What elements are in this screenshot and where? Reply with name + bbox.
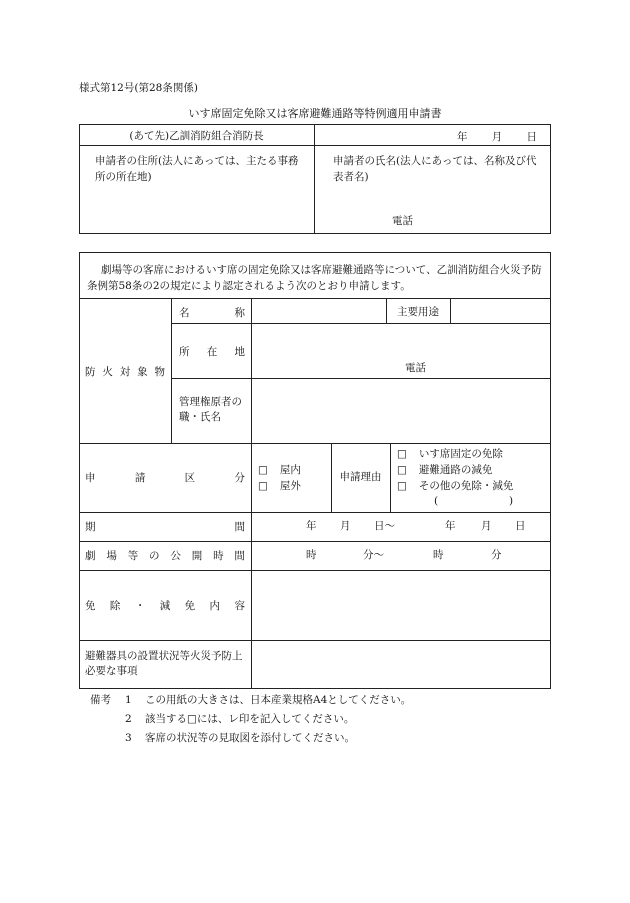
manager-field[interactable] [252, 379, 550, 442]
checkbox-icon[interactable]: □ [397, 464, 407, 476]
form-number: 様式第12号(第28条関係) [79, 82, 198, 94]
date-day: 日 [526, 131, 537, 143]
manager-label: 管理権原者の職・氏名 [179, 396, 242, 423]
addressee: (あて先)乙訓消防組合消防長 [129, 130, 264, 142]
location-label: 所 在 地 [179, 346, 245, 358]
fire-target-label: 防 火 対 象 物 [85, 366, 165, 378]
indoor-option[interactable]: □ 屋内 [258, 464, 301, 476]
target-phone-label: 電話 [405, 362, 426, 374]
date-year: 年 [457, 131, 468, 143]
other-reason-open-paren: ( [434, 495, 439, 507]
period-label: 期 間 [85, 521, 245, 533]
main-use-field[interactable] [451, 299, 550, 322]
checkbox-icon[interactable]: □ [258, 464, 268, 476]
remark-number: 1 [125, 694, 132, 706]
exemption-content-field[interactable] [252, 571, 550, 639]
remark-number: 2 [125, 713, 132, 725]
submission-date[interactable] [457, 129, 537, 144]
target-name-label: 名 称 [179, 307, 245, 319]
remarks-title: 備考 [90, 694, 111, 706]
other-reason-close-paren: ) [509, 495, 514, 507]
checkbox-icon[interactable]: □ [397, 480, 407, 492]
outdoor-option[interactable]: □ 屋外 [258, 480, 301, 492]
checkbox-icon[interactable]: □ [258, 480, 268, 492]
public-hours-label: 劇 場 等 の 公 開 時 間 [85, 550, 245, 562]
reason-label: 申請理由 [339, 471, 382, 483]
target-name-field[interactable] [252, 299, 385, 322]
date-month: 月 [491, 131, 503, 143]
applicant-name-field[interactable] [315, 190, 550, 215]
applicant-address-label: 申請者の住所(法人にあっては、主たる事務所の所在地) [95, 155, 299, 183]
applicant-phone-label: 電話 [392, 215, 413, 227]
applicant-address-field[interactable] [80, 190, 313, 233]
application-statement: 劇場等の客席におけるいす席の固定免除又は客席避難通路等について、乙訓消防組合火災予防条例第58条の2の規定により認定されるよう次のとおり申請します。 [87, 264, 542, 292]
checkbox-icon[interactable]: □ [397, 448, 407, 460]
reason-option-other[interactable]: □ その他の免除・減免 [397, 480, 514, 492]
remark-text: この用紙の大きさは、日本産業規格A4としてください。 [145, 694, 412, 706]
remark-text: 該当する□には、レ印を記入してください。 [145, 713, 355, 725]
remark-text: 客席の状況等の見取図を添付してください。 [145, 732, 355, 744]
other-reason-field[interactable] [446, 494, 506, 508]
evacuation-equipment-label: 避難器具の設置状況等火災予防上必要な事項 [85, 650, 243, 677]
exemption-content-label: 免 除 ・ 減 免 内 容 [85, 600, 245, 612]
category-label: 申 請 区 分 [85, 472, 245, 484]
period-field[interactable] [252, 513, 550, 540]
evacuation-equipment-field[interactable] [252, 641, 550, 688]
reason-option-aisle[interactable]: □ 避難通路の減免 [397, 464, 493, 476]
location-field[interactable] [252, 324, 550, 360]
form-title: いす席固定免除又は客席避難通路等特例適用申請書 [188, 107, 442, 120]
public-hours-field[interactable] [252, 542, 550, 569]
remark-number: 3 [125, 732, 132, 744]
main-use-label: 主要用途 [397, 306, 439, 318]
reason-option-fixed-seat[interactable]: □ いす席固定の免除 [397, 448, 503, 460]
applicant-name-label: 申請者の氏名(法人にあっては、名称及び代表者名) [333, 155, 537, 183]
